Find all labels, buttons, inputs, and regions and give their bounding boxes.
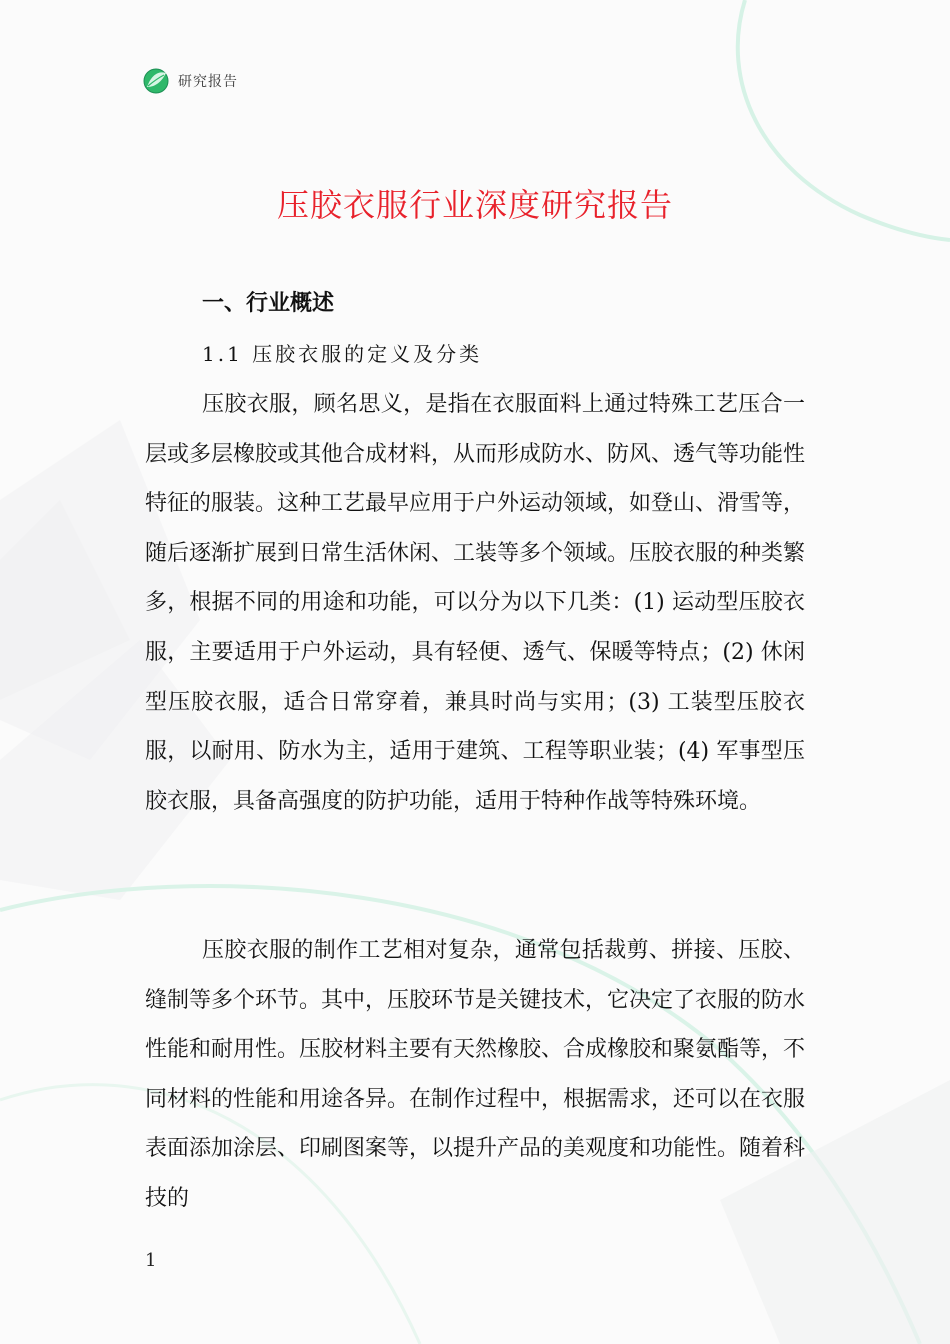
document-title: 压胶衣服行业深度研究报告 [276,186,673,224]
paragraph-2: 压胶衣服的制作工艺相对复杂，通常包括裁剪、拼接、压胶、缝制等多个环节。其中，压胶环节是关键技术，它决定了衣服的防水性能和耐用性。压胶材料主要有天然橡胶、合成橡胶和聚氨酯等，不同材料的性能和用途各异。在制作过程中，根据需求，还可以在衣服表面添加涂层、印刷图案等，以提升产品的美观度和功能性。随着科技的 [145,938,806,1211]
section-heading: 一、行业概述 [202,291,335,316]
page-number: 1 [145,1250,157,1271]
header-label: 研究报告 [178,74,238,90]
paragraph-1: 压胶衣服，顾名思义，是指在衣服面料上通过特殊工艺压合一层或多层橡胶或其他合成材料，从而形成防水、防风、透气等功能性特征的服装。这种工艺最早应用于户外运动领域，如登山、滑雪等，随后逐渐扩展到日常生活休闲、工装等多个领域。压胶衣服的种类繁多，根据不同的用途和功能，可以分为以下几类：(1) 运动型压胶衣服，主要适用于户外运动，具有轻便、透气、保暖等特点；(2) 休闲型压胶衣服，适合日常穿着，兼具时尚与实用；(3) 工装型压胶衣服，以耐用、防水为主，适用于建筑、工程等职业装；(4) 军事型压胶衣服，具备高强度的防护功能，适用于特种作战等特殊环境。 [145,392,806,814]
leaf-globe-logo-icon [142,67,170,95]
page-header [142,66,238,96]
subsection-heading: 1.1 压胶衣服的定义及分类 [202,342,483,366]
